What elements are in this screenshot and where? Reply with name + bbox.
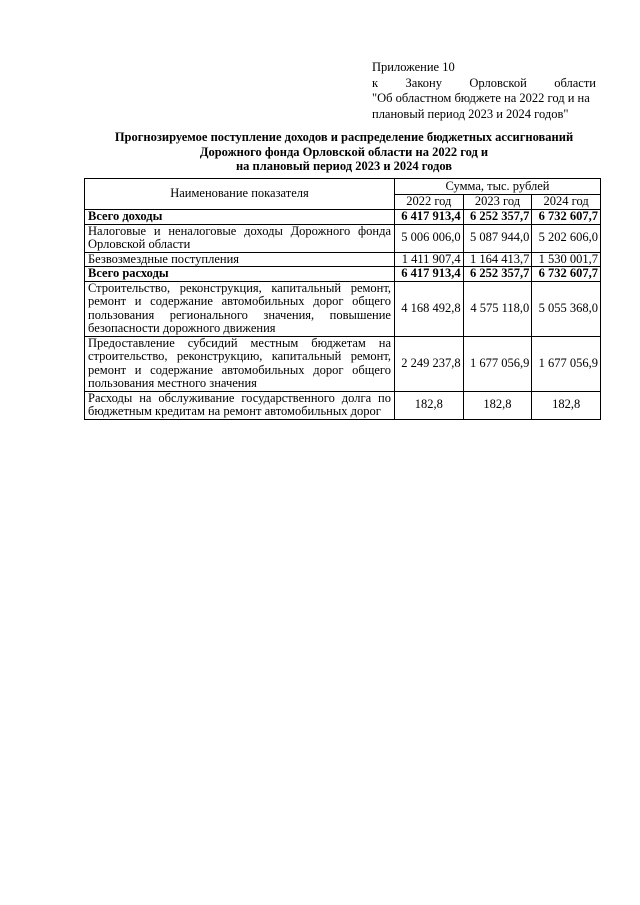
row-indicator-name: Предоставление субсидий местным бюджетам на строительство, реконструкцию, капитальный ремонт, ремонт и содержание автомобильных дорог общего пользования местного значения	[85, 336, 395, 391]
appendix-line-3: "Об областном бюджете на 2022 год и на	[372, 91, 590, 105]
title-line-1: Прогнозируемое поступление доходов и распределение бюджетных ассигнований	[114, 130, 574, 144]
row-value-2022: 6 417 913,4	[395, 210, 464, 225]
row-value-2022: 2 249 237,8	[395, 336, 464, 391]
row-value-2023: 6 252 357,7	[463, 210, 532, 225]
row-indicator-name: Безвозмездные поступления	[85, 252, 395, 267]
row-indicator-name: Налоговые и неналоговые доходы Дорожного фонда Орловской области	[85, 224, 395, 252]
table-row	[85, 281, 601, 336]
table-row	[85, 267, 601, 282]
appendix-word: Закону	[405, 75, 442, 90]
header-indicator-name: Наименование показателя	[85, 179, 395, 210]
row-value-2023: 5 087 944,0	[463, 224, 532, 252]
row-indicator-name: Всего доходы	[85, 210, 395, 225]
title-line-3: на плановый период 2023 и 2024 годов	[235, 159, 453, 173]
row-value-2024: 1 530 001,7	[532, 252, 601, 267]
document-title	[84, 130, 604, 174]
table-row	[85, 224, 601, 252]
row-value-2022: 4 168 492,8	[395, 281, 464, 336]
budget-table	[84, 178, 601, 420]
row-value-2022: 5 006 006,0	[395, 224, 464, 252]
row-indicator-name: Всего расходы	[85, 267, 395, 282]
appendix-line-1: Приложение 10	[372, 60, 455, 74]
appendix-line-4: плановый период 2023 и 2024 годов"	[372, 106, 569, 121]
row-value-2024: 182,8	[532, 391, 601, 419]
row-indicator-name: Расходы на обслуживание государственного долга по бюджетным кредитам на ремонт автомобильных дорог	[85, 391, 395, 419]
appendix-word: Орловской	[469, 75, 527, 90]
header-sum: Сумма, тыс. рублей	[395, 179, 601, 195]
row-value-2024: 5 055 368,0	[532, 281, 601, 336]
table-body	[85, 210, 601, 420]
appendix-word: области	[554, 75, 596, 90]
row-value-2024: 1 677 056,9	[532, 336, 601, 391]
header-year-2024: 2024 год	[532, 195, 601, 210]
row-indicator-name: Строительство, реконструкция, капитальный ремонт, ремонт и содержание автомобильных дорог общего пользования регионального значения, повышение безопасности дорожного движения	[85, 281, 395, 336]
row-value-2023: 1 677 056,9	[463, 336, 532, 391]
appendix-word: к	[372, 75, 379, 90]
title-line-2: Дорожного фонда Орловской области на 2022 год и	[199, 144, 489, 159]
table-row	[85, 252, 601, 267]
row-value-2023: 1 164 413,7	[463, 252, 532, 267]
row-value-2022: 6 417 913,4	[395, 267, 464, 282]
table-row	[85, 336, 601, 391]
row-value-2023: 6 252 357,7	[463, 267, 532, 282]
table-row	[85, 210, 601, 225]
appendix-note	[372, 60, 596, 122]
header-year-2023: 2023 год	[463, 195, 532, 210]
row-value-2022: 182,8	[395, 391, 464, 419]
row-value-2023: 182,8	[463, 391, 532, 419]
row-value-2022: 1 411 907,4	[395, 252, 464, 267]
row-value-2024: 6 732 607,7	[532, 267, 601, 282]
row-value-2023: 4 575 118,0	[463, 281, 532, 336]
header-year-2022: 2022 год	[395, 195, 464, 210]
appendix-line-2	[372, 76, 596, 92]
table-row	[85, 391, 601, 419]
row-value-2024: 5 202 606,0	[532, 224, 601, 252]
row-value-2024: 6 732 607,7	[532, 210, 601, 225]
